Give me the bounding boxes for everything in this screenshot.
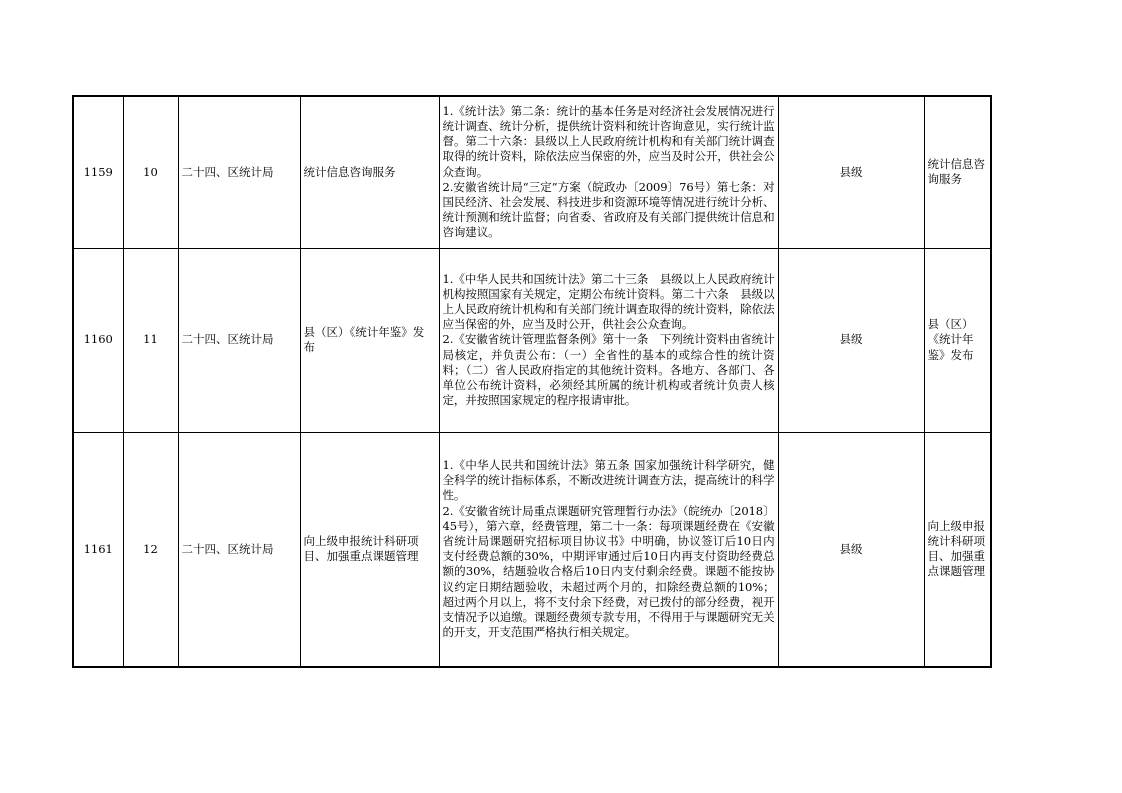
table-row — [73, 96, 991, 248]
row-department: 二十四、区统计局 — [178, 96, 300, 248]
row-level: 县级 — [778, 96, 924, 248]
row-service-name: 县（区）《统计年鉴》发布 — [924, 248, 991, 432]
row-level: 县级 — [778, 432, 924, 667]
row-number: 1159 — [73, 96, 123, 248]
row-legal-basis — [439, 96, 778, 248]
row-sequence: 10 — [123, 96, 178, 248]
row-service-name: 统计信息咨询服务 — [924, 96, 991, 248]
row-number: 1161 — [73, 432, 123, 667]
row-department: 二十四、区统计局 — [178, 432, 300, 667]
table-row — [73, 432, 991, 667]
row-item: 向上级申报统计科研项目、加强重点课题管理 — [300, 432, 439, 667]
service-list-table — [72, 95, 992, 668]
basis-paragraph: 2.《安徽省统计管理监督条例》第十一条 下列统计资料由省统计局核定，并负责公布：（一）全省性的基本的或综合性的统计资料；（二）省人民政府指定的其他统计资料。各地方、各部门、各单位公布统计资料，必须经其所属的统计机构或者统计负责人核定，并按照国家规定的程序报请审批。 — [442, 332, 775, 408]
basis-paragraph: 1.《中华人民共和国统计法》第五条 国家加强统计科学研究，健全科学的统计指标体系，不断改进统计调查方法，提高统计的科学性。 — [442, 458, 775, 503]
basis-paragraph: 1.《中华人民共和国统计法》第二十三条 县级以上人民政府统计机构按照国家有关规定，定期公布统计资料。第二十六条 县级以上人民政府统计机构和有关部门统计调查取得的统计资料，除依法应当保密的外，应当及时公开，供社会公众查询。 — [442, 271, 775, 332]
basis-paragraph: 1.《统计法》第二条：统计的基本任务是对经济社会发展情况进行统计调查、统计分析，提供统计资料和统计咨询意见，实行统计监督。第二十六条：县级以上人民政府统计机构和有关部门统计调查取得的统计资料，除依法应当保密的外，应当及时公开，供社会公众查询。 — [442, 103, 775, 179]
row-legal-basis — [439, 248, 778, 432]
row-sequence: 11 — [123, 248, 178, 432]
row-item: 统计信息咨询服务 — [300, 96, 439, 248]
row-sequence: 12 — [123, 432, 178, 667]
basis-paragraph: 2.安徽省统计局“三定”方案（皖政办〔2009〕76号）第七条：对国民经济、社会发展、科技进步和资源环境等情况进行统计分析、统计预测和统计监督；向省委、省政府及有关部门提供统计信息和咨询建议。 — [442, 179, 775, 240]
basis-paragraph: 2.《安徽省统计局重点课题研究管理暂行办法》（皖统办〔2018〕45号），第六章，经费管理，第二十一条：每项课题经费在《安徽省统计局课题研究招标项目协议书》中明确，协议签订后10日内支付经费总额的30%，中期评审通过后10日内再支付资助经费总额的30%，结题验收合格后10日内支付剩余经费。课题不能按协议约定日期结题验收，未超过两个月的，扣除经费总额的10%；超过两个月以上，将不支付余下经费，对已拨付的部分经费，视开支情况予以追缴。课题经费须专款专用，不得用于与课题研究无关的开支，开支范围严格执行相关规定。 — [442, 503, 775, 640]
row-level: 县级 — [778, 248, 924, 432]
row-number: 1160 — [73, 248, 123, 432]
row-department: 二十四、区统计局 — [178, 248, 300, 432]
row-service-name: 向上级申报统计科研项目、加强重点课题管理 — [924, 432, 991, 667]
row-item: 县（区）《统计年鉴》发布 — [300, 248, 439, 432]
row-legal-basis — [439, 432, 778, 667]
table-row — [73, 248, 991, 432]
